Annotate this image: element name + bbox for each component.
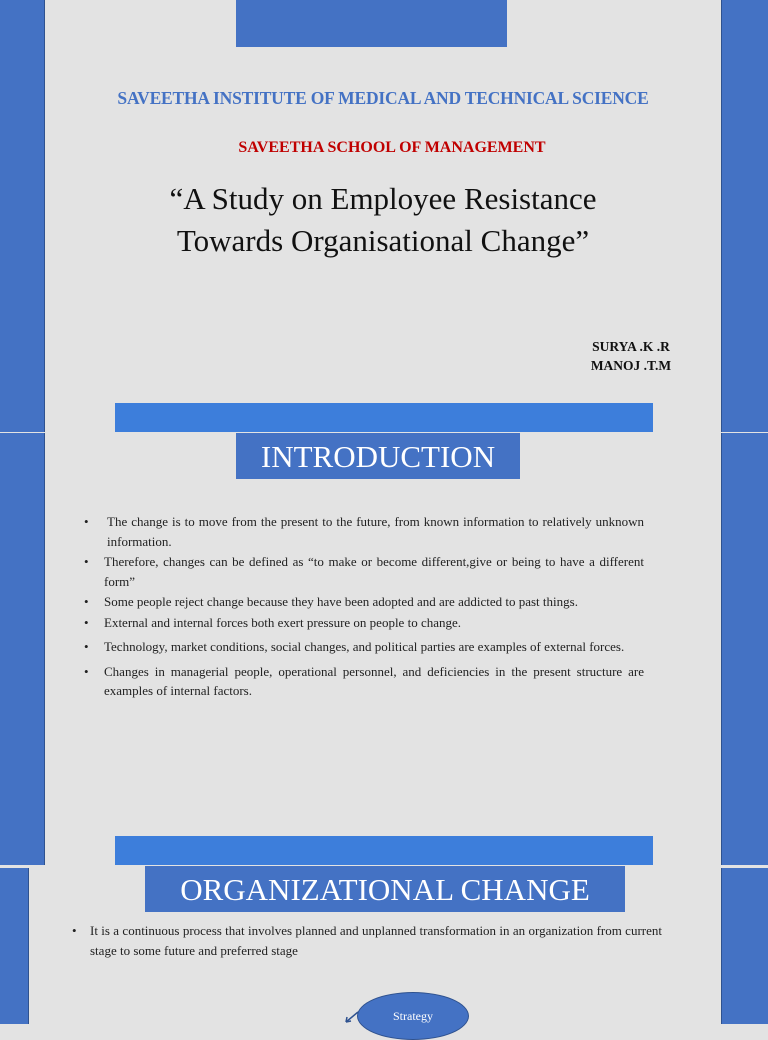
- top-decorative-bar: [236, 0, 507, 47]
- author-name: MANOJ .T.M: [590, 358, 672, 373]
- left-side-panel: [0, 0, 45, 432]
- right-side-panel: [721, 433, 768, 865]
- bullet-item: • Some people reject change because they have been adopted and are addicted to past things.: [82, 592, 644, 612]
- bullet-item: • The change is to move from the present to the future, from known information to relatively unknown information.: [82, 512, 644, 551]
- author-name: SURYA .K .R: [592, 339, 670, 354]
- left-side-panel: [0, 433, 45, 865]
- strategy-node: Strategy: [357, 992, 469, 1040]
- title-line-1: “A Study on Employee Resistance: [169, 181, 597, 216]
- bullet-item: • Changes in managerial people, operational personnel, and deficiencies in the present structure are examples of internal factors.: [82, 662, 644, 701]
- section-band: [115, 403, 653, 432]
- title-line-2: Towards Organisational Change”: [176, 223, 590, 258]
- institute-name: SAVEETHA INSTITUTE OF MEDICAL AND TECHNICAL SCIENCE: [117, 88, 649, 108]
- left-side-panel: [0, 868, 29, 1024]
- school-name: SAVEETHA SCHOOL OF MANAGEMENT: [238, 139, 546, 156]
- organizational-change-heading: ORGANIZATIONAL CHANGE: [145, 866, 625, 912]
- document-title: [44, 178, 722, 262]
- introduction-heading: INTRODUCTION: [236, 433, 520, 479]
- section-band: [115, 836, 653, 865]
- right-side-panel: [721, 0, 768, 432]
- organizational-change-bullet: • It is a continuous process that involves planned and unplanned transformation in an organization from current stage to some future and preferred stage: [70, 921, 662, 961]
- bullet-item: • Technology, market conditions, social changes, and political parties are examples of external forces.: [82, 637, 644, 657]
- bullet-item: • External and internal forces both exert pressure on people to change.: [82, 613, 644, 633]
- right-side-panel: [721, 868, 768, 1024]
- introduction-bullet-list: [82, 512, 644, 701]
- author-list: [560, 337, 702, 375]
- bullet-item: • Therefore, changes can be defined as “to make or become different,give or being to have a different form”: [82, 552, 644, 591]
